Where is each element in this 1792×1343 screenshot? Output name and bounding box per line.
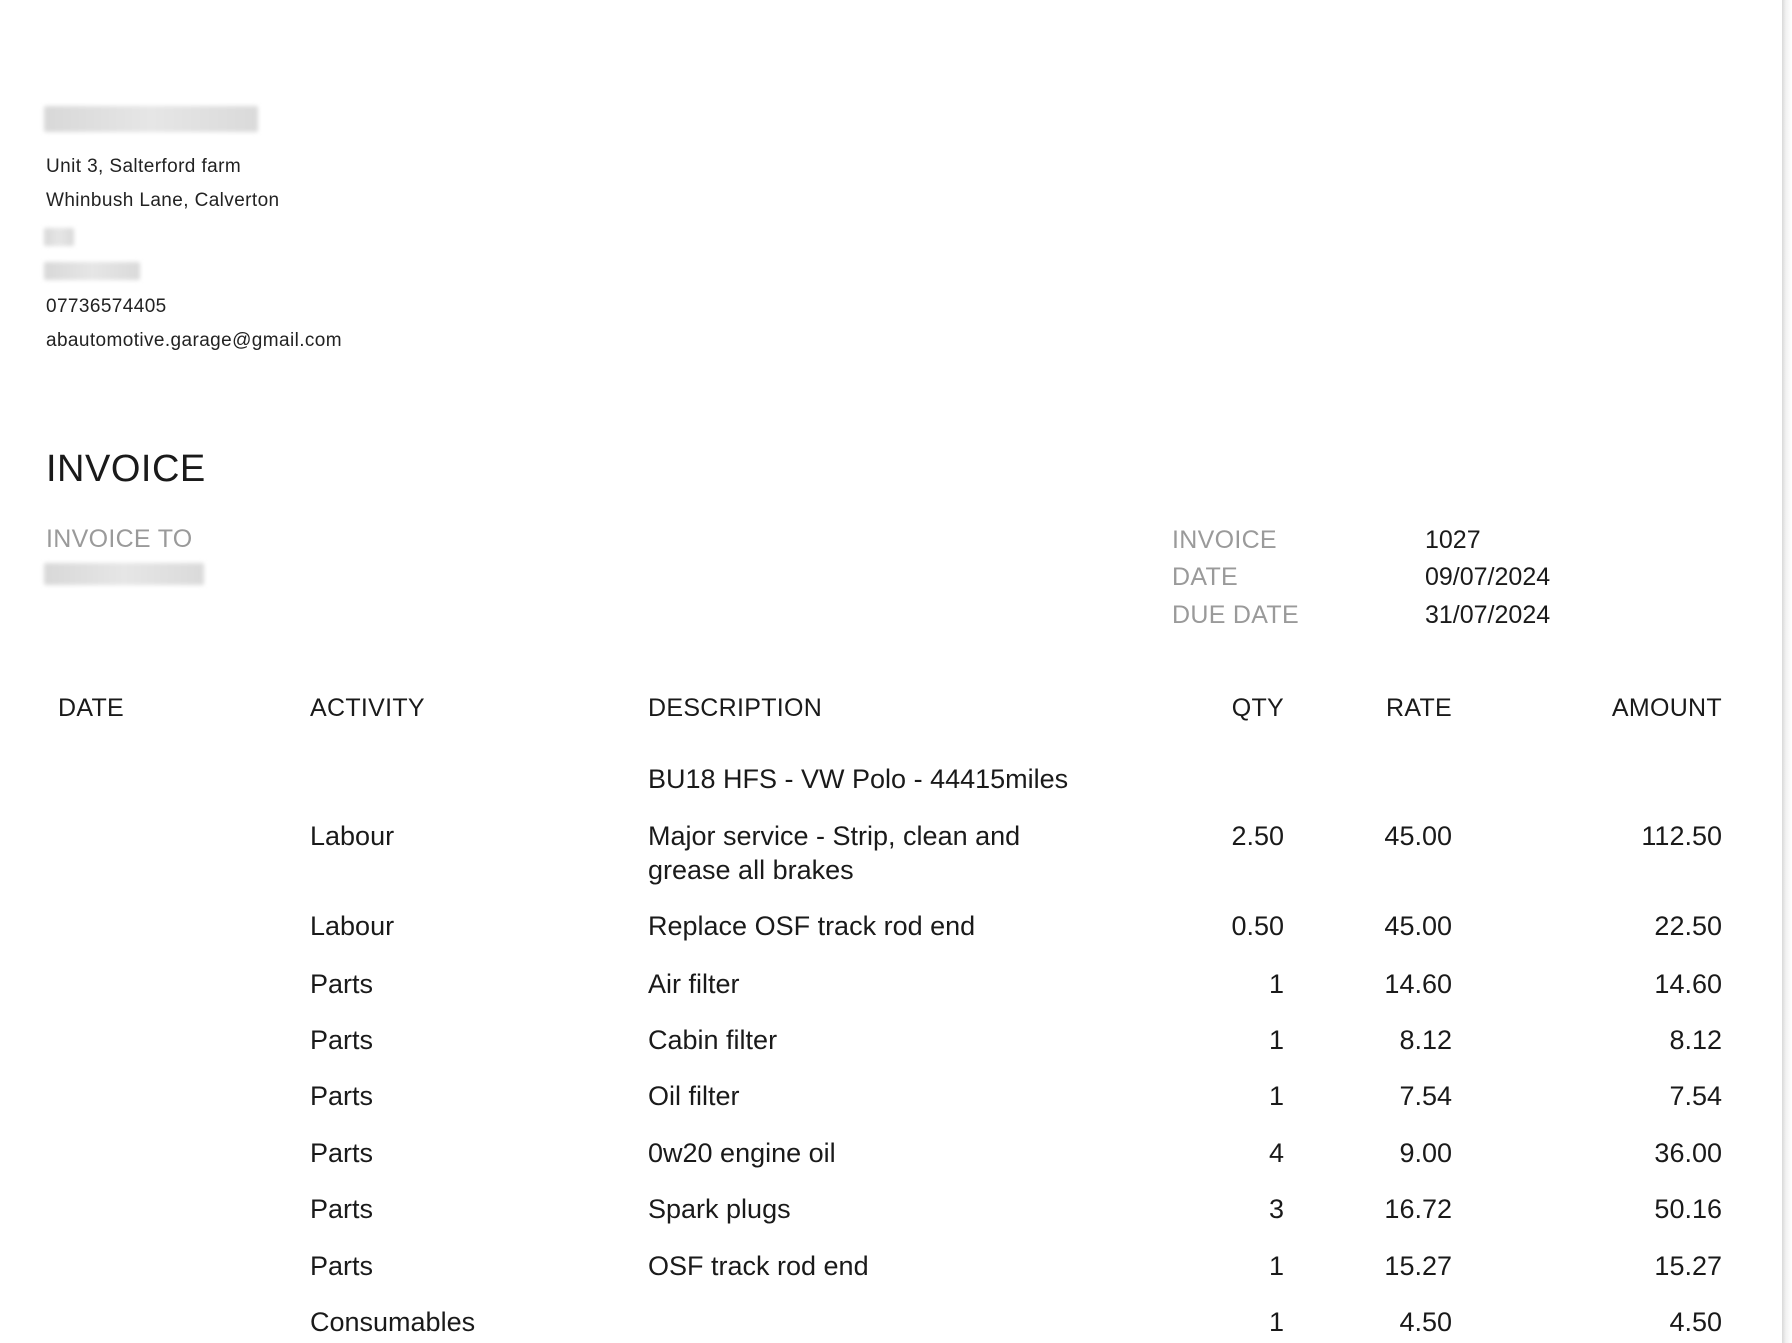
business-email: abautomotive.garage@gmail.com — [46, 330, 342, 351]
line-item-activity: Consumables — [310, 1307, 476, 1337]
invoice-date-label: DATE — [1172, 563, 1239, 591]
line-item-description: OSF track rod end — [648, 1251, 869, 1281]
line-item-amount: 7.54 — [1669, 1081, 1722, 1111]
line-item-qty: 1 — [1268, 1081, 1284, 1111]
col-header-amount: AMOUNT — [1611, 694, 1722, 722]
business-phone: 07736574405 — [46, 296, 167, 317]
line-item-rate: 7.54 — [1399, 1081, 1452, 1111]
invoice-number-label: INVOICE — [1172, 526, 1277, 554]
line-item-description: 0w20 engine oil — [648, 1138, 836, 1168]
address-line-2: Whinbush Lane, Calverton — [46, 190, 280, 211]
line-item-amount: 14.60 — [1654, 969, 1722, 999]
invoice-to-label: INVOICE TO — [46, 525, 193, 553]
due-date: 31/07/2024 — [1425, 601, 1551, 629]
line-item-activity: Parts — [310, 1194, 374, 1224]
line-item-amount: 4.50 — [1669, 1307, 1722, 1337]
line-item-description: Air filter — [648, 969, 740, 999]
line-item-activity: Labour — [310, 821, 395, 851]
col-header-qty: QTY — [1231, 694, 1284, 722]
line-item-rate: 9.00 — [1399, 1138, 1452, 1168]
redacted-customer-name — [44, 563, 204, 585]
line-item-description: Replace OSF track rod end — [648, 911, 976, 941]
line-item-qty: 4 — [1268, 1138, 1284, 1168]
invoice-date: 09/07/2024 — [1425, 563, 1551, 591]
line-item-qty: 0.50 — [1231, 911, 1284, 941]
line-item-qty: 1 — [1268, 1025, 1284, 1055]
line-item-activity: Parts — [310, 969, 374, 999]
line-item-rate: 45.00 — [1384, 911, 1452, 941]
col-header-activity: ACTIVITY — [310, 694, 425, 722]
line-item-amount: 112.50 — [1641, 821, 1722, 851]
col-header-rate: RATE — [1385, 694, 1452, 722]
line-item-amount: 8.12 — [1669, 1025, 1722, 1055]
line-item-amount: 50.16 — [1654, 1194, 1722, 1224]
line-item-rate: 45.00 — [1384, 821, 1452, 851]
invoice-title: INVOICE — [46, 448, 206, 490]
line-item-qty: 2.50 — [1231, 821, 1284, 851]
line-item-qty: 3 — [1268, 1194, 1284, 1224]
line-item-description: Spark plugs — [648, 1194, 791, 1224]
line-item-amount: 22.50 — [1654, 911, 1722, 941]
line-item-activity: Labour — [310, 911, 395, 941]
line-item-qty: 1 — [1268, 1251, 1284, 1281]
line-item-rate: 8.12 — [1399, 1025, 1452, 1055]
line-item-description: Major service - Strip, clean and grease all brakes — [648, 821, 1021, 885]
col-header-description: DESCRIPTION — [648, 694, 823, 722]
line-item-activity: Parts — [310, 1251, 374, 1281]
invoice-number: 1027 — [1425, 526, 1481, 554]
line-item-activity: Parts — [310, 1138, 374, 1168]
line-item-description: Oil filter — [648, 1081, 740, 1111]
line-item-rate: 15.27 — [1384, 1251, 1452, 1281]
page-edge-shadow — [1782, 0, 1792, 1343]
line-item-amount: 15.27 — [1654, 1251, 1722, 1281]
line-item-activity: Parts — [310, 1081, 374, 1111]
vehicle-description: BU18 HFS - VW Polo - 44415miles — [648, 764, 1069, 794]
redacted-address-line-3 — [44, 228, 74, 246]
line-item-rate: 4.50 — [1399, 1307, 1452, 1337]
due-date-label: DUE DATE — [1172, 601, 1299, 629]
line-item-qty: 1 — [1268, 969, 1284, 999]
line-item-activity: Parts — [310, 1025, 374, 1055]
redacted-postcode — [44, 262, 140, 280]
line-item-description: Cabin filter — [648, 1025, 778, 1055]
address-line-1: Unit 3, Salterford farm — [46, 156, 242, 177]
redacted-business-name — [44, 106, 258, 132]
col-header-date: DATE — [58, 694, 125, 722]
line-item-qty: 1 — [1268, 1307, 1284, 1337]
line-item-rate: 16.72 — [1384, 1194, 1452, 1224]
line-item-rate: 14.60 — [1384, 969, 1452, 999]
line-item-amount: 36.00 — [1654, 1138, 1722, 1168]
